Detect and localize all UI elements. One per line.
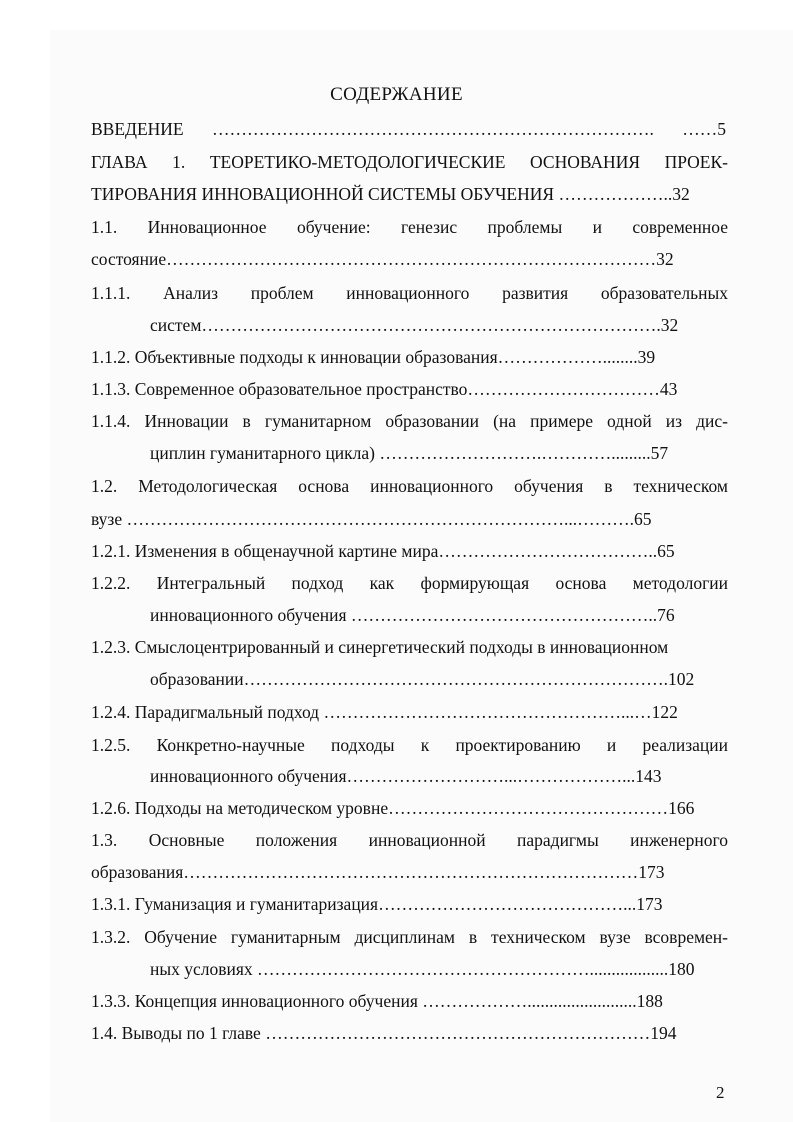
toc-entry-1-4: 1.4. Выводы по 1 главе …………………………………………………………194 <box>91 1023 677 1043</box>
toc-entry-1-3-2-line1: 1.3.2. Обучение гуманитарным дисциплинам в техническом вузе всовремен- <box>91 927 728 947</box>
toc-entry-1-1-4-line1: 1.1.4. Инновации в гуманитарном образовании (на примере одной из дис- <box>91 411 728 431</box>
toc-entry-1-2-3-line2: образовании……………………………………………………………….102 <box>150 669 695 689</box>
toc-entry-1-2-2-line2: инновационного обучения ……………………………………………..76 <box>150 605 675 625</box>
toc-entry-1-2-5-line2: инновационного обучения………………………...………………...143 <box>150 766 662 786</box>
toc-entry-1-1-line2: состояние…………………………………………………………………………32 <box>91 249 674 269</box>
toc-entry-1-3-line2: образования……………………………………………………………………173 <box>91 862 665 882</box>
toc-entry-1-3-1: 1.3.1. Гуманизация и гуманитаризация……………………………………...173 <box>91 894 663 914</box>
toc-entry-1-1-1-line2: систем…………………………………………………………………….32 <box>150 315 679 335</box>
toc-entry-1-2-5-line1: 1.2.5. Конкретно-научные подходы к проектированию и реализации <box>91 735 728 755</box>
toc-entry-1-2-2-line1: 1.2.2. Интегральный подход как формирующая основа методологии <box>91 573 728 593</box>
toc-entry-1-2-3-line1: 1.2.3. Смыслоцентрированный и синергетический подходы в инновационном <box>91 637 669 657</box>
toc-entry-1-1-1-line1: 1.1.1. Анализ проблем инновационного развития образовательных <box>91 283 728 303</box>
page-number: 2 <box>716 1083 725 1102</box>
toc-entry-1-1-2: 1.1.2. Объективные подходы к инновации образования………………........39 <box>91 347 656 367</box>
toc-entry-1-2-line1: 1.2. Методологическая основа инновационного обучения в техническом <box>91 476 728 496</box>
toc-entry-1-3-3: 1.3.3. Концепция инновационного обучения ……………….........................188 <box>91 991 663 1011</box>
toc-entry-1-3-2-line2: ных условиях …………………………………………………..................180 <box>150 959 695 979</box>
toc-entry-1-1-line1: 1.1. Инновационное обучение: генезис проблемы и современное <box>91 217 728 237</box>
toc-entry-1-2-4: 1.2.4. Парадигмальный подход ……………………………………………...…122 <box>91 702 678 722</box>
toc-entry-introduction: ВВЕДЕНИЕ …………………………………………………………………. ……5 <box>91 119 726 139</box>
toc-entry-1-2-1: 1.2.1. Изменения в общенаучной картине мира………………………………..65 <box>91 541 675 561</box>
toc-entry-1-2-6: 1.2.6. Подходы на методическом уровне…………………………………………166 <box>91 798 695 818</box>
toc-entry-chapter1-line2: ТИРОВАНИЯ ИННОВАЦИОННОЙ СИСТЕМЫ ОБУЧЕНИЯ ………………..32 <box>91 184 690 204</box>
toc-entry-chapter1-line1: ГЛАВА 1. ТЕОРЕТИКО-МЕТОДОЛОГИЧЕСКИЕ ОСНОВАНИЯ ПРОЕК- <box>91 152 728 172</box>
toc-entry-1-2-line2: вузе …………………………………………………………………...……….65 <box>91 509 652 529</box>
page-title: СОДЕРЖАНИЕ <box>330 84 463 105</box>
toc-entry-1-1-4-line2: циплин гуманитарного цикла) ……………………….………….........57 <box>150 443 669 463</box>
toc-entry-1-1-3: 1.1.3. Современное образовательное пространство……………………………43 <box>91 379 678 399</box>
toc-entry-1-3-line1: 1.3. Основные положения инновационной парадигмы инженерного <box>91 830 728 850</box>
